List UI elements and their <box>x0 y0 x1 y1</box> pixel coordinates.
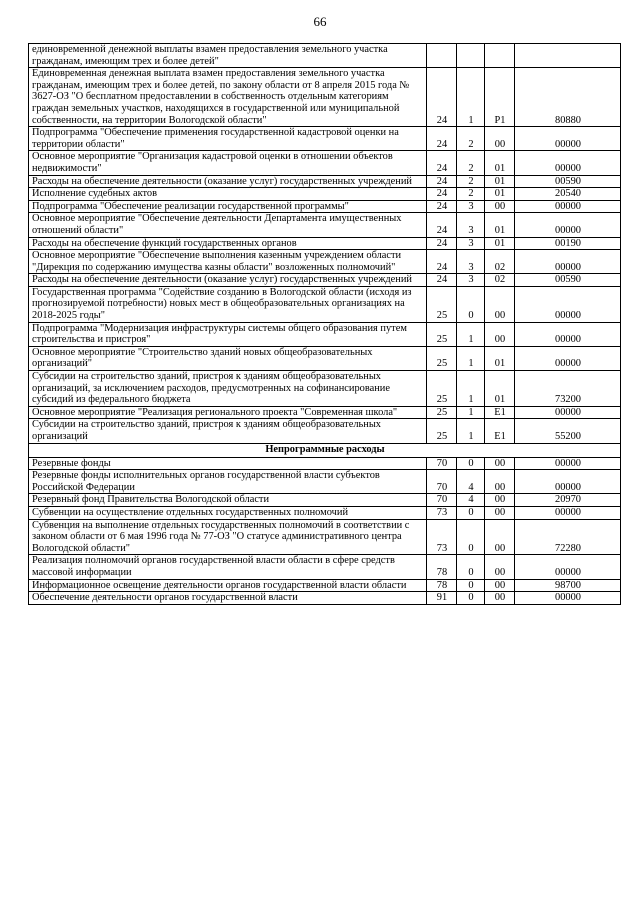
program-code-cell: 24 <box>427 127 457 151</box>
subprogram-code-cell: 1 <box>457 371 485 407</box>
row-name-cell: Резервные фонды исполнительных органов государственной власти субъектов Российской Федерации <box>29 470 427 494</box>
subprogram-code-cell: 4 <box>457 470 485 494</box>
direction-code-cell: 00000 <box>515 555 621 579</box>
row-name-cell: Основное мероприятие "Реализация регионального проекта "Современная школа" <box>29 406 427 419</box>
section-title: Непрограммные расходы <box>29 443 621 457</box>
program-code-cell <box>427 44 457 68</box>
row-name-cell: Информационное освещение деятельности органов государственной власти области <box>29 579 427 592</box>
event-code-cell: 00 <box>485 286 515 322</box>
table-body-programs <box>29 44 621 444</box>
event-code-cell: 00 <box>485 322 515 346</box>
event-code-cell: 00 <box>485 579 515 592</box>
row-name-cell: Основное мероприятие "Строительство зданий новых общеобразовательных организаций" <box>29 346 427 370</box>
row-name-cell: Расходы на обеспечение функций государственных органов <box>29 237 427 250</box>
row-name-cell: Основное мероприятие "Организация кадастровой оценки в отношении объектов недвижимости" <box>29 151 427 175</box>
row-name-cell: Государственная программа "Содействие созданию в Вологодской области (исходя из прогнозируемой потребности) новых мест в общеобразовательных организациях на 2018-2025 годы" <box>29 286 427 322</box>
program-code-cell: 70 <box>427 470 457 494</box>
table-row <box>29 419 621 443</box>
subprogram-code-cell: 2 <box>457 127 485 151</box>
row-name-cell: Субсидии на строительство зданий, пристроя к зданиям общеобразовательных организаций <box>29 419 427 443</box>
event-code-cell: 00 <box>485 506 515 519</box>
program-code-cell: 25 <box>427 419 457 443</box>
budget-classification-table <box>28 43 621 605</box>
row-name-cell: Субвенция на выполнение отдельных государственных полномочий в соответствии с законом области от 6 мая 1996 года № 77-ОЗ "О статусе административного центра Вологодской области" <box>29 519 427 555</box>
subprogram-code-cell: 0 <box>457 555 485 579</box>
table-row <box>29 555 621 579</box>
direction-code-cell: 00190 <box>515 237 621 250</box>
table-row <box>29 127 621 151</box>
row-name-cell: Субвенции на осуществление отдельных государственных полномочий <box>29 506 427 519</box>
direction-code-cell: 00000 <box>515 286 621 322</box>
table-section-header <box>29 443 621 457</box>
subprogram-code-cell: 3 <box>457 213 485 237</box>
subprogram-code-cell <box>457 44 485 68</box>
direction-code-cell: 98700 <box>515 579 621 592</box>
event-code-cell: 00 <box>485 592 515 605</box>
event-code-cell: 02 <box>485 250 515 274</box>
table-row <box>29 457 621 470</box>
program-code-cell: 24 <box>427 200 457 213</box>
program-code-cell: 24 <box>427 68 457 127</box>
row-name-cell: Резервные фонды <box>29 457 427 470</box>
direction-code-cell: 80880 <box>515 68 621 127</box>
event-code-cell: 01 <box>485 371 515 407</box>
event-code-cell: 00 <box>485 519 515 555</box>
table-row <box>29 274 621 287</box>
table-row <box>29 200 621 213</box>
event-code-cell: 02 <box>485 274 515 287</box>
program-code-cell: 25 <box>427 346 457 370</box>
program-code-cell: 24 <box>427 151 457 175</box>
program-code-cell: 24 <box>427 250 457 274</box>
direction-code-cell: 00000 <box>515 213 621 237</box>
direction-code-cell: 00000 <box>515 470 621 494</box>
table-row <box>29 250 621 274</box>
event-code-cell: 00 <box>485 555 515 579</box>
row-name-cell: единовременной денежной выплаты взамен предоставления земельного участка гражданам, имеющим трех и более детей" <box>29 44 427 68</box>
row-name-cell: Единовременная денежная выплата взамен предоставления земельного участка гражданам, имеющим трех и более детей, по закону области от 8 апреля 2015 года № 3627-ОЗ "О бесплатном предоставлении в собственность отдельным категориям граждан земельных участков, находящихся в государственной или муниципальной собственности, на территории Вологодской области" <box>29 68 427 127</box>
direction-code-cell: 00000 <box>515 506 621 519</box>
table-row <box>29 44 621 68</box>
page-number: 66 <box>313 14 327 29</box>
program-code-cell: 25 <box>427 406 457 419</box>
program-code-cell: 24 <box>427 188 457 201</box>
row-name-cell: Реализация полномочий органов государственной власти области в сфере средств массовой информации <box>29 555 427 579</box>
direction-code-cell: 00590 <box>515 274 621 287</box>
table-row <box>29 188 621 201</box>
program-code-cell: 73 <box>427 519 457 555</box>
event-code-cell: Е1 <box>485 419 515 443</box>
table-row <box>29 346 621 370</box>
subprogram-code-cell: 1 <box>457 346 485 370</box>
subprogram-code-cell: 3 <box>457 237 485 250</box>
table-row <box>29 371 621 407</box>
direction-code-cell: 55200 <box>515 419 621 443</box>
subprogram-code-cell: 1 <box>457 322 485 346</box>
subprogram-code-cell: 1 <box>457 68 485 127</box>
program-code-cell: 91 <box>427 592 457 605</box>
direction-code-cell: 00000 <box>515 406 621 419</box>
program-code-cell: 70 <box>427 494 457 507</box>
row-name-cell: Исполнение судебных актов <box>29 188 427 201</box>
direction-code-cell: 00000 <box>515 592 621 605</box>
table-row <box>29 592 621 605</box>
subprogram-code-cell: 1 <box>457 419 485 443</box>
program-code-cell: 25 <box>427 371 457 407</box>
table-row <box>29 470 621 494</box>
direction-code-cell: 00000 <box>515 457 621 470</box>
row-name-cell: Расходы на обеспечение деятельности (оказание услуг) государственных учреждений <box>29 274 427 287</box>
event-code-cell: 01 <box>485 213 515 237</box>
program-code-cell: 24 <box>427 274 457 287</box>
table-row <box>29 406 621 419</box>
row-name-cell: Подпрограмма "Обеспечение реализации государственной программы" <box>29 200 427 213</box>
direction-code-cell: 00000 <box>515 200 621 213</box>
subprogram-code-cell: 4 <box>457 494 485 507</box>
subprogram-code-cell: 3 <box>457 274 485 287</box>
row-name-cell: Субсидии на строительство зданий, пристроя к зданиям общеобразовательных организаций, за исключением расходов, предусмотренных на софинансирование субсидий из федерального бюджета <box>29 371 427 407</box>
table-row <box>29 237 621 250</box>
subprogram-code-cell: 0 <box>457 519 485 555</box>
table-row <box>29 68 621 127</box>
subprogram-code-cell: 2 <box>457 188 485 201</box>
event-code-cell: 01 <box>485 188 515 201</box>
event-code-cell: 01 <box>485 151 515 175</box>
direction-code-cell: 20970 <box>515 494 621 507</box>
table-row <box>29 519 621 555</box>
subprogram-code-cell: 2 <box>457 151 485 175</box>
event-code-cell: 00 <box>485 127 515 151</box>
direction-code-cell: 20540 <box>515 188 621 201</box>
subprogram-code-cell: 0 <box>457 506 485 519</box>
subprogram-code-cell: 0 <box>457 286 485 322</box>
table-row <box>29 579 621 592</box>
direction-code-cell: 00000 <box>515 127 621 151</box>
event-code-cell: 01 <box>485 237 515 250</box>
event-code-cell: Р1 <box>485 68 515 127</box>
subprogram-code-cell: 0 <box>457 592 485 605</box>
event-code-cell: Е1 <box>485 406 515 419</box>
direction-code-cell <box>515 44 621 68</box>
row-name-cell: Основное мероприятие "Обеспечение выполнения казенным учреждением области "Дирекция по содержанию имущества казны области" возложенных полномочий" <box>29 250 427 274</box>
row-name-cell: Расходы на обеспечение деятельности (оказание услуг) государственных учреждений <box>29 175 427 188</box>
event-code-cell: 00 <box>485 457 515 470</box>
row-name-cell: Обеспечение деятельности органов государственной власти <box>29 592 427 605</box>
program-code-cell: 24 <box>427 175 457 188</box>
direction-code-cell: 00000 <box>515 151 621 175</box>
program-code-cell: 25 <box>427 286 457 322</box>
section-row <box>29 443 621 457</box>
subprogram-code-cell: 1 <box>457 406 485 419</box>
program-code-cell: 73 <box>427 506 457 519</box>
table-row <box>29 506 621 519</box>
program-code-cell: 24 <box>427 237 457 250</box>
subprogram-code-cell: 3 <box>457 200 485 213</box>
event-code-cell: 01 <box>485 175 515 188</box>
table-row <box>29 322 621 346</box>
event-code-cell: 01 <box>485 346 515 370</box>
program-code-cell: 78 <box>427 555 457 579</box>
program-code-cell: 70 <box>427 457 457 470</box>
row-name-cell: Резервный фонд Правительства Вологодской области <box>29 494 427 507</box>
event-code-cell: 00 <box>485 470 515 494</box>
direction-code-cell: 00000 <box>515 346 621 370</box>
row-name-cell: Подпрограмма "Модернизация инфраструктуры системы общего образования путем строительства и пристроя" <box>29 322 427 346</box>
direction-code-cell: 73200 <box>515 371 621 407</box>
table-body-nonprogram <box>29 457 621 604</box>
table-row <box>29 175 621 188</box>
row-name-cell: Подпрограмма "Обеспечение применения государственной кадастровой оценки на территории области" <box>29 127 427 151</box>
subprogram-code-cell: 0 <box>457 457 485 470</box>
event-code-cell: 00 <box>485 200 515 213</box>
event-code-cell <box>485 44 515 68</box>
subprogram-code-cell: 2 <box>457 175 485 188</box>
table-row <box>29 286 621 322</box>
row-name-cell: Основное мероприятие "Обеспечение деятельности Департамента имущественных отношений области" <box>29 213 427 237</box>
program-code-cell: 24 <box>427 213 457 237</box>
subprogram-code-cell: 0 <box>457 579 485 592</box>
subprogram-code-cell: 3 <box>457 250 485 274</box>
direction-code-cell: 00000 <box>515 250 621 274</box>
event-code-cell: 00 <box>485 494 515 507</box>
direction-code-cell: 72280 <box>515 519 621 555</box>
table-row <box>29 213 621 237</box>
table-row <box>29 494 621 507</box>
program-code-cell: 78 <box>427 579 457 592</box>
direction-code-cell: 00000 <box>515 322 621 346</box>
program-code-cell: 25 <box>427 322 457 346</box>
direction-code-cell: 00590 <box>515 175 621 188</box>
table-row <box>29 151 621 175</box>
